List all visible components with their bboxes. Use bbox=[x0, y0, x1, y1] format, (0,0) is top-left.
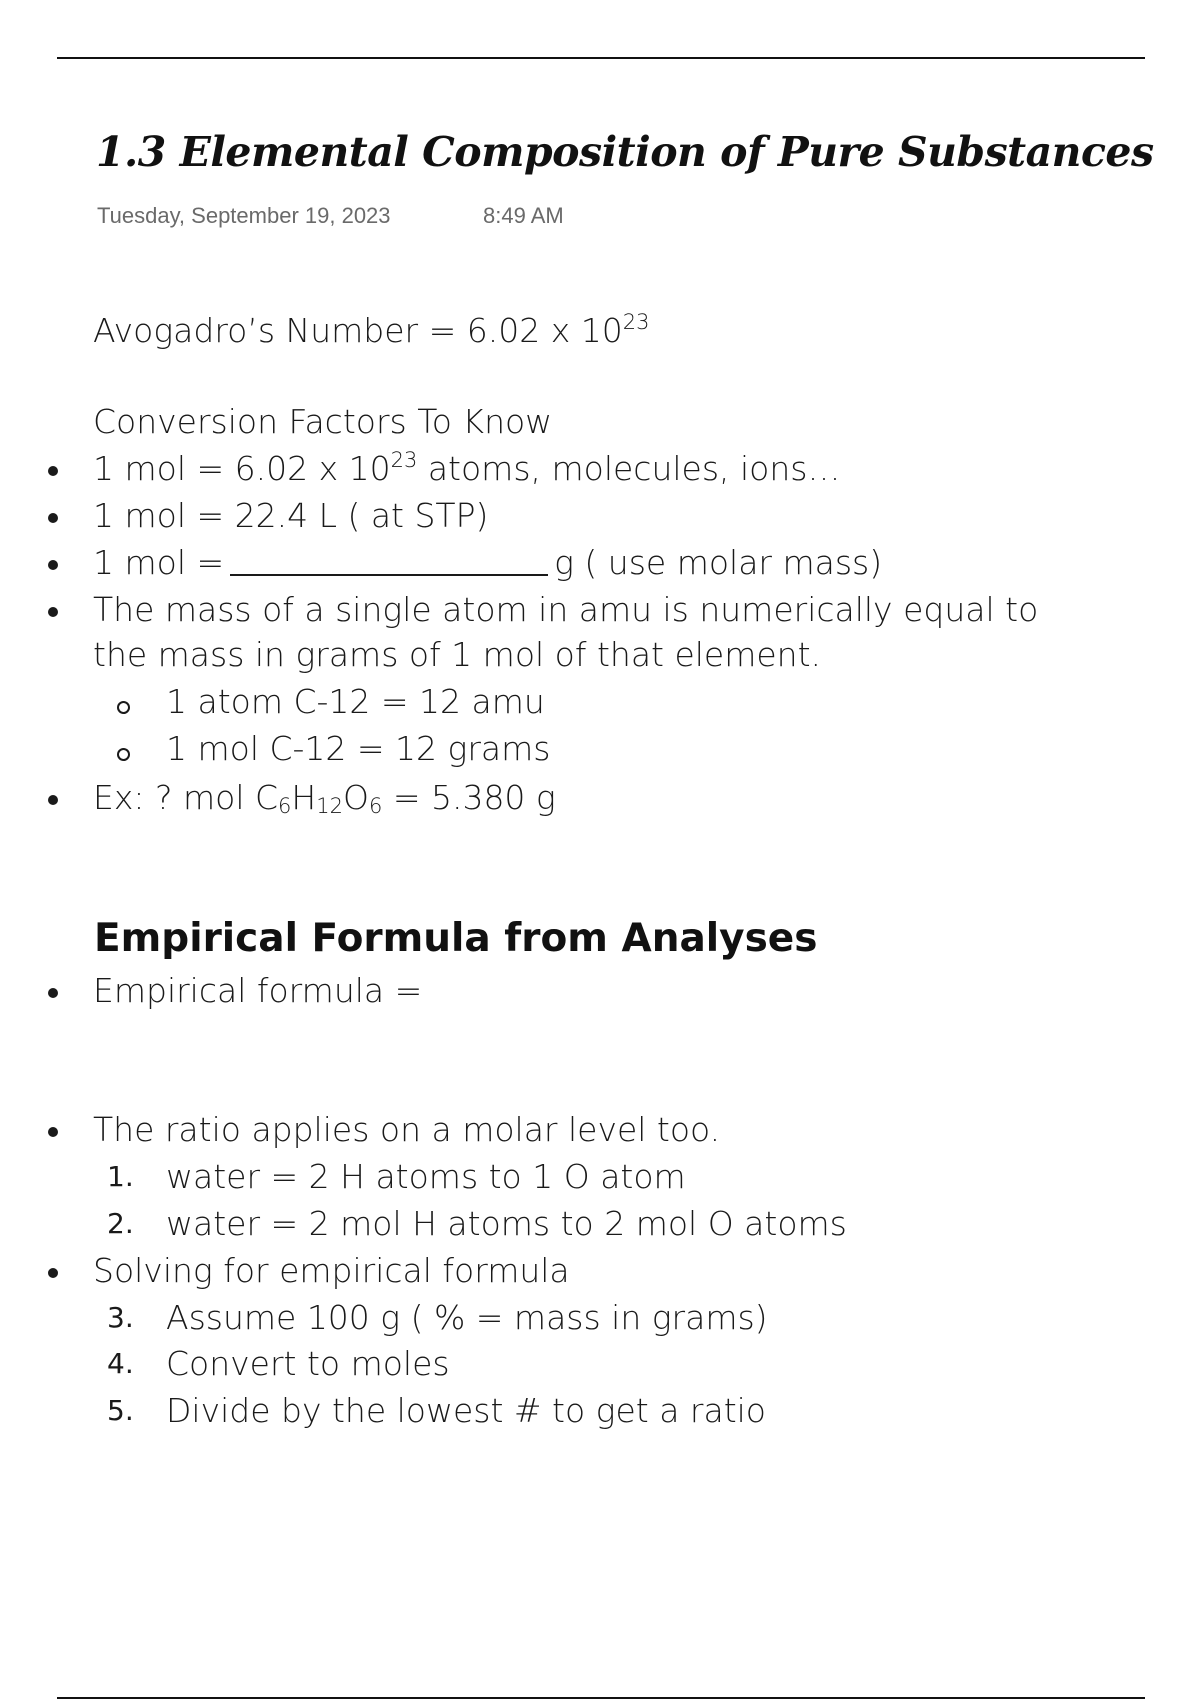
subitem-mol: 1 mol C-12 = 12 grams bbox=[166, 729, 551, 768]
circle-bullet-icon bbox=[117, 748, 130, 761]
bullet-icon bbox=[48, 513, 58, 523]
subitem-atom: 1 atom C-12 = 12 amu bbox=[166, 682, 545, 721]
conversion-item-prefix: 1 mol = 6.02 x 10 bbox=[93, 449, 391, 488]
bullet-icon bbox=[48, 607, 58, 617]
solve-step: Divide by the lowest # to get a ratio bbox=[166, 1391, 766, 1430]
conversion-item-molar-mass bbox=[93, 543, 883, 582]
bullet-icon bbox=[48, 466, 58, 476]
bullet-icon bbox=[48, 795, 58, 805]
conversion-item-prefix: 1 mol = bbox=[93, 543, 225, 582]
conversion-item-suffix: g ( use molar mass) bbox=[554, 543, 883, 582]
fill-in-blank bbox=[230, 546, 548, 576]
page-title: 1.3 Elemental Composition of Pure Substances bbox=[96, 128, 1154, 176]
bullet-icon bbox=[48, 1127, 58, 1137]
ratio-step: water = 2 H atoms to 1 O atom bbox=[166, 1157, 686, 1196]
conversion-item-suffix: atoms, molecules, ions… bbox=[417, 449, 841, 488]
conversion-item-exponent: 23 bbox=[390, 448, 418, 472]
conversion-item-avogadro bbox=[93, 448, 841, 488]
step-number: 1. bbox=[107, 1160, 134, 1193]
circle-bullet-icon bbox=[117, 701, 130, 714]
ratio-step: water = 2 mol H atoms to 2 mol O atoms bbox=[166, 1204, 847, 1243]
conversion-item-amu-line1: The mass of a single atom in amu is numerically equal to bbox=[93, 590, 1039, 629]
example-text: = 5.380 g bbox=[382, 778, 556, 817]
example-text: O bbox=[342, 778, 369, 817]
bullet-icon bbox=[48, 1268, 58, 1278]
ratio-line: The ratio applies on a molar level too. bbox=[93, 1110, 721, 1149]
example-subscript: 6 bbox=[368, 794, 383, 818]
page-date: Tuesday, September 19, 2023 bbox=[97, 203, 391, 228]
conversion-heading: Conversion Factors To Know bbox=[93, 402, 553, 441]
empirical-formula-line: Empirical formula = bbox=[93, 971, 423, 1010]
solve-step: Assume 100 g ( % = mass in grams) bbox=[166, 1298, 768, 1337]
conversion-item-example bbox=[93, 778, 556, 818]
section-heading: Empirical Formula from Analyses bbox=[94, 916, 818, 961]
step-number: 4. bbox=[107, 1347, 134, 1380]
step-number: 3. bbox=[107, 1301, 134, 1334]
page-time: 8:49 AM bbox=[483, 203, 564, 228]
conversion-item-amu-line2: the mass in grams of 1 mol of that element. bbox=[93, 635, 822, 674]
step-number: 5. bbox=[107, 1394, 134, 1427]
solve-step: Convert to moles bbox=[166, 1344, 450, 1383]
solving-line: Solving for empirical formula bbox=[93, 1251, 570, 1290]
bullet-icon bbox=[48, 988, 58, 998]
avogadro-text: Avogadro’s Number = 6.02 x 10 bbox=[93, 311, 623, 350]
example-text: H bbox=[291, 778, 317, 817]
example-subscript: 6 bbox=[278, 794, 292, 818]
step-number: 2. bbox=[107, 1207, 134, 1240]
example-subscript: 12 bbox=[316, 794, 343, 818]
top-divider bbox=[57, 57, 1145, 59]
avogadro-line bbox=[93, 310, 650, 350]
example-text: Ex: ? mol C bbox=[93, 778, 279, 817]
avogadro-exponent: 23 bbox=[622, 310, 650, 334]
bullet-icon bbox=[48, 560, 58, 570]
bottom-divider bbox=[57, 1697, 1145, 1699]
conversion-item-volume: 1 mol = 22.4 L ( at STP) bbox=[93, 496, 489, 535]
